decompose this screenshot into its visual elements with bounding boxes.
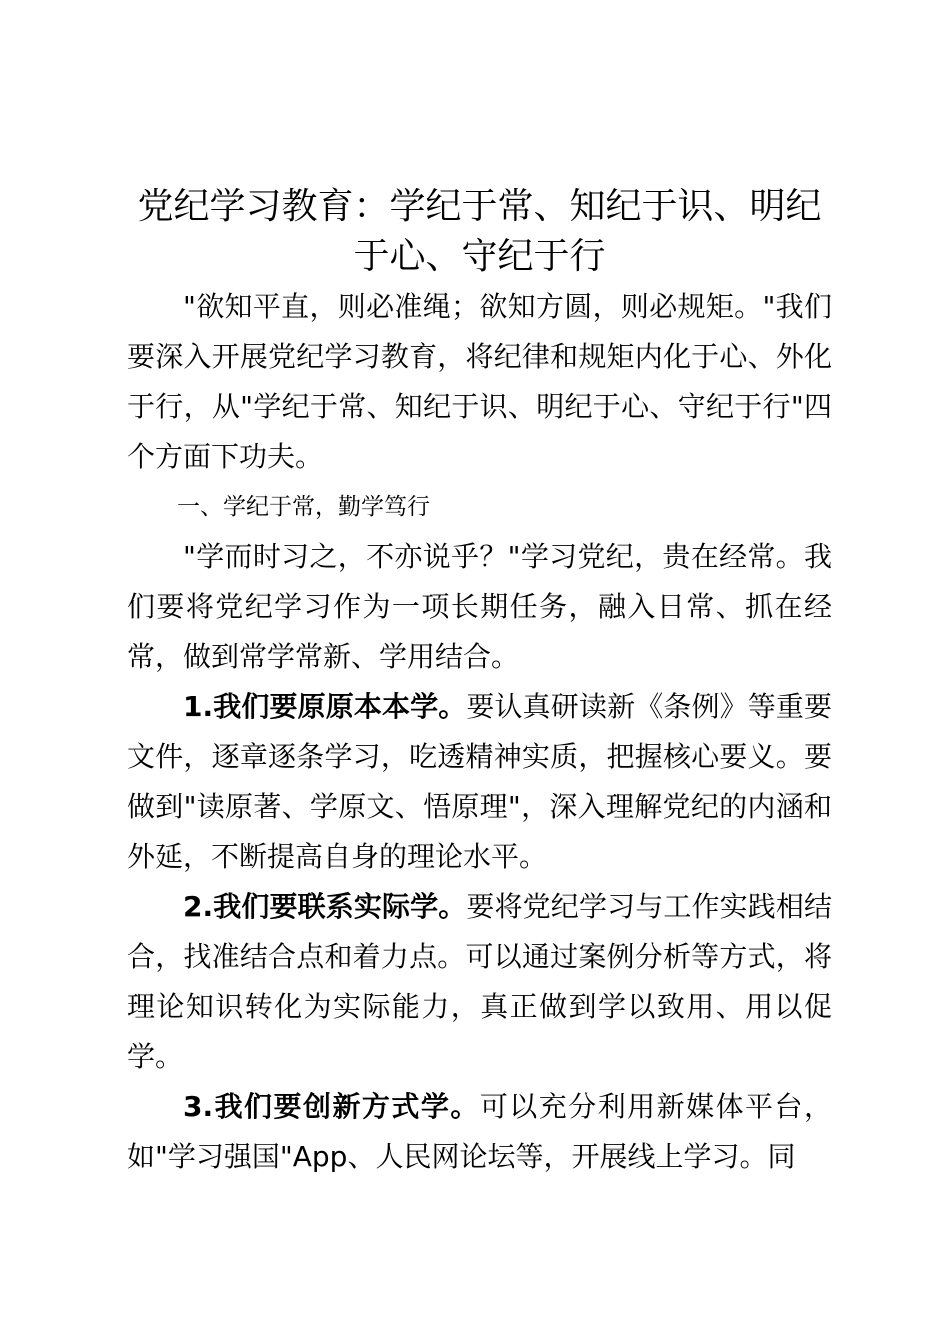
section-intro-paragraph: "学而时习之，不亦说乎？"学习党纪，贵在经常。我们要将党纪学习作为一项长期任务，融入日常、抓在经常，做到常学常新、学用结合。 <box>127 540 832 673</box>
point-lead-2: 2.我们要联系实际学。 <box>183 890 467 923</box>
point-lead-3: 3.我们要创新方式学。 <box>183 1090 480 1123</box>
point-text-3: 可以充分利用新媒体平台，如"学习强国"App、人民网论坛等，开展线上学习。同 <box>127 1090 832 1173</box>
point-text-2: 要将党纪学习与工作实践相结合，找准结合点和着力点。可以通过案例分析等方式，将理论知识转化为实际能力，真正做到学以致用、用以促学。 <box>127 890 832 1073</box>
point-text-1: 要认真研读新《条例》等重要文件，逐章逐条学习，吃透精神实质，把握核心要义。要做到"读原著、学原文、悟原理"，深入理解党纪的内涵和外延，不断提高自身的理论水平。 <box>127 690 832 873</box>
document-page <box>127 182 832 1182</box>
document-title: 党纪学习教育：学纪于常、知纪于识、明纪于心、守纪于行 <box>137 186 822 277</box>
point-paragraph-1 <box>127 682 832 882</box>
point-lead-1: 1.我们要原原本本学。 <box>183 690 467 723</box>
section-heading: 一、学纪于常，勤学笃行 <box>177 494 430 520</box>
intro-paragraph: "欲知平直，则必准绳；欲知方圆，则必规矩。"我们要深入开展党纪学习教育，将纪律和规矩内化于心、外化于行，从"学纪于常、知纪于识、明纪于心、守纪于行"四个方面下功夫。 <box>127 290 832 473</box>
point-paragraph-3 <box>127 1082 832 1182</box>
point-paragraph-2 <box>127 882 832 1082</box>
